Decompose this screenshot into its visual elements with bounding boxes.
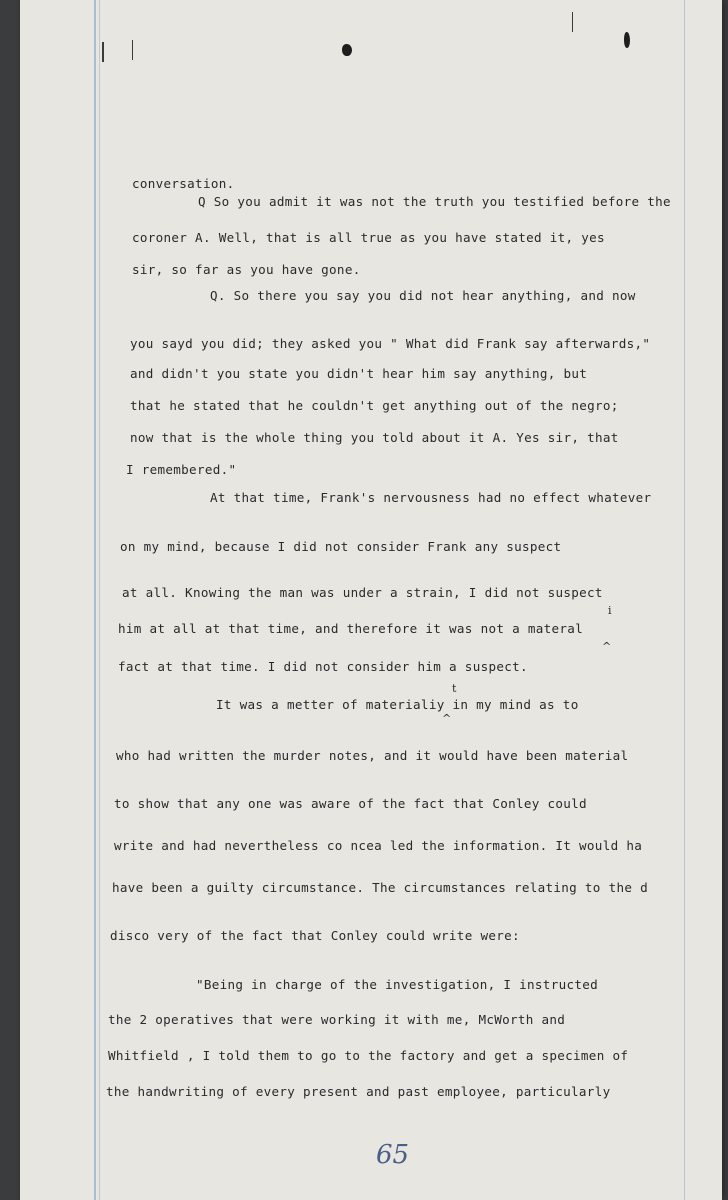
text-line: fact at that time. I did not consider him a suspect. xyxy=(118,659,528,674)
page-number: 65 xyxy=(376,1140,410,1170)
staple-mark xyxy=(102,42,104,62)
staple-mark xyxy=(572,12,573,32)
text-line: Whitfield , I told them to go to the factory and get a specimen of xyxy=(108,1048,629,1063)
right-margin-rule xyxy=(684,0,685,1200)
text-line: who had written the murder notes, and it would have been material xyxy=(116,748,629,763)
text-line: conversation. xyxy=(132,176,235,191)
text-line: sir, so far as you have gone. xyxy=(132,262,361,277)
text-line: the handwriting of every present and past employee, particularly xyxy=(106,1084,611,1099)
text-line: now that is the whole thing you told about it A. Yes sir, that xyxy=(130,430,619,445)
text-line: him at all at that time, and therefore it was not a materal xyxy=(118,621,584,636)
text-line: disco very of the fact that Conley could write were: xyxy=(110,928,520,943)
text-line: at all. Knowing the man was under a strain, I did not suspect xyxy=(122,585,603,600)
text-line: coroner A. Well, that is all true as you have stated it, yes xyxy=(132,230,605,245)
punch-hole xyxy=(342,44,352,56)
text-line: the 2 operatives that were working it with me, McWorth and xyxy=(108,1012,566,1027)
text-line: and didn't you state you didn't hear him say anything, but xyxy=(130,366,588,381)
text-line: have been a guilty circumstance. The circumstances relating to the d xyxy=(112,880,648,895)
text-line: It was a metter of materialiy in my mind as to xyxy=(216,697,579,712)
text-line: write and had nevertheless co ncea led the information. It would ha xyxy=(114,838,643,853)
staple-mark xyxy=(132,40,133,60)
handwritten-insert-mark: i xyxy=(608,604,612,617)
text-line: that he stated that he couldn't get anything out of the negro; xyxy=(130,398,619,413)
left-margin-rule xyxy=(94,0,96,1200)
text-line: on my mind, because I did not consider Frank any suspect xyxy=(120,539,562,554)
caret-mark: ^ xyxy=(602,640,612,653)
text-line: to show that any one was aware of the fact that Conley could xyxy=(114,796,587,811)
text-line: "Being in charge of the investigation, I instructed xyxy=(196,977,598,992)
typed-page xyxy=(20,0,722,1200)
text-line: Q So you admit it was not the truth you testified before the xyxy=(198,194,671,209)
left-margin-rule-inner xyxy=(99,0,100,1200)
handwritten-insert-mark: t xyxy=(452,682,457,695)
text-line: At that time, Frank's nervousness had no effect whatever xyxy=(210,490,652,505)
caret-mark: ^ xyxy=(442,712,452,725)
text-line: I remembered." xyxy=(126,462,237,477)
text-line: Q. So there you say you did not hear anything, and now xyxy=(210,288,636,303)
punch-hole xyxy=(624,32,630,48)
text-line: you sayd you did; they asked you " What did Frank say afterwards," xyxy=(130,336,651,351)
